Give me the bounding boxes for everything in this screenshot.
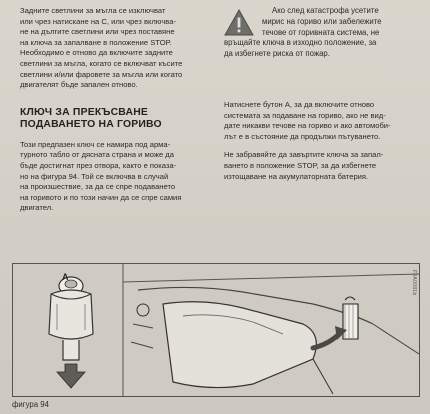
heading-line: КЛЮЧ ЗА ПРЕКЪСВАНЕ bbox=[20, 106, 149, 118]
paragraph-reset bbox=[224, 100, 418, 142]
text-line: на произшествие, за да се спре подаването bbox=[20, 182, 176, 192]
figure-illustration bbox=[13, 264, 419, 396]
text-line: не на дългите светлини или чрез поставяне bbox=[20, 27, 175, 37]
text-line: Натиснете бутон A, за да включите отново bbox=[224, 99, 375, 109]
text-line: дате никакви течове на гориво и ако автомоби- bbox=[224, 121, 391, 131]
warning-triangle-icon bbox=[224, 9, 254, 36]
text-line: да избегнете риска от пожар. bbox=[224, 49, 330, 59]
under-dash-drawing bbox=[123, 274, 419, 394]
text-line: системата за подаване на гориво, ако не вид- bbox=[224, 110, 386, 120]
text-line: но на фигура 94. Той се включва в случай bbox=[20, 171, 169, 181]
text-line: Необходимо е отново да включите задните bbox=[20, 48, 173, 58]
intro-paragraph bbox=[20, 6, 210, 91]
text-line: светлини и/или фаровете за мъгла или когато bbox=[20, 69, 183, 79]
warning-text bbox=[224, 6, 382, 60]
text-line: връщайте ключа в изходно положение, за bbox=[224, 38, 377, 48]
text-line: турното табло от дясната страна и може да bbox=[20, 150, 174, 160]
warning-block bbox=[224, 6, 418, 60]
figure-94 bbox=[12, 263, 420, 397]
text-line: или чрез натискане на C, или чрез включва- bbox=[20, 16, 176, 26]
text-line: лът е в състояние да продължи пътуването. bbox=[224, 131, 381, 141]
heading-line: ПОДАВАНЕТО НА ГОРИВО bbox=[20, 119, 162, 131]
text-line: мирис на гориво или забележите bbox=[262, 16, 382, 26]
right-column bbox=[224, 6, 418, 182]
text-line: изтощаване на акумулаторната батерия. bbox=[224, 171, 369, 181]
paragraph-ignition bbox=[224, 150, 418, 182]
text-line: ването в положение STOP, за да избегнете bbox=[224, 160, 377, 170]
left-column bbox=[20, 6, 210, 214]
text-line: Този предпазен ключ се намира под арма- bbox=[20, 139, 171, 149]
section-body bbox=[20, 140, 210, 214]
text-line: двигател. bbox=[20, 203, 54, 213]
section-heading bbox=[20, 107, 210, 132]
figure-code: F0A0081b bbox=[411, 270, 417, 296]
text-line: бъде достигнат през отвора, както е показа- bbox=[20, 160, 177, 170]
text-line: Не забравяйте да завъртите ключа за запал- bbox=[224, 150, 384, 160]
text-line: на горивото и по този начин да се спре самия bbox=[20, 192, 182, 202]
label-a: A bbox=[62, 272, 69, 282]
inertia-switch-drawing bbox=[49, 272, 93, 388]
text-line: Задните светлини за мъгла се изключват bbox=[20, 6, 166, 15]
figure-caption: фигура 94 bbox=[12, 400, 49, 409]
text-line: Ако след катастрофа усетите bbox=[272, 6, 379, 15]
text-line: на ключа за запалване в положение STOP. bbox=[20, 37, 172, 47]
text-line: двигателят бъде запален отново. bbox=[20, 80, 138, 90]
text-line: течове от горивната система, не bbox=[262, 27, 380, 37]
text-line: светлини за мъгла, когато се включват късите bbox=[20, 58, 183, 68]
